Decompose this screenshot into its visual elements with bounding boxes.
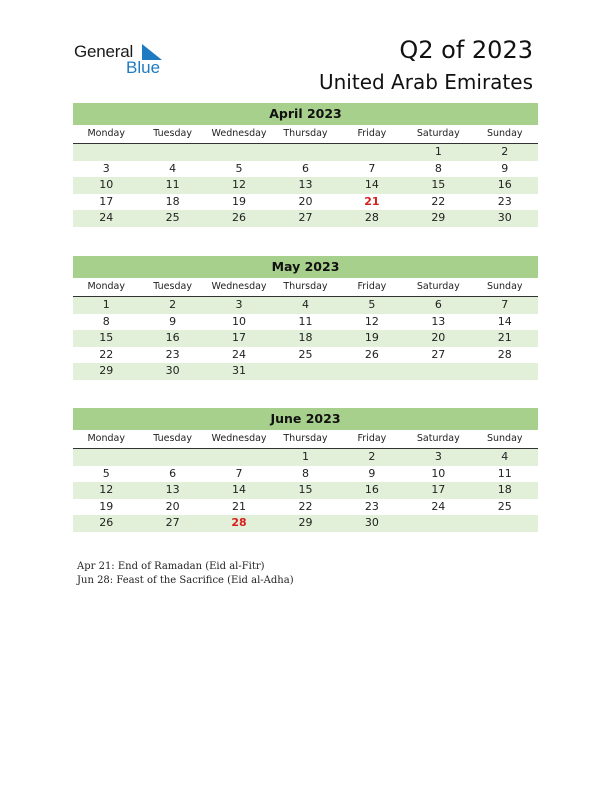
day-cell: 19 <box>232 194 247 208</box>
day-cell: 14 <box>364 178 379 192</box>
day-cell <box>405 515 471 532</box>
day-cell <box>472 515 538 532</box>
day-cell: 23 <box>165 347 180 361</box>
day-cell: 10 <box>99 178 114 192</box>
weekday-label: Friday <box>357 128 387 139</box>
weekday-label: Sunday <box>486 128 523 139</box>
day-cell: 13 <box>431 314 446 328</box>
week-row <box>73 499 538 516</box>
week-row <box>73 210 538 227</box>
day-cell <box>206 449 272 466</box>
month-calendar <box>73 256 538 380</box>
day-cell <box>139 449 205 466</box>
day-cell: 17 <box>99 194 114 208</box>
day-cell: 5 <box>235 161 243 175</box>
day-cell: 25 <box>298 347 313 361</box>
day-cell: 25 <box>165 211 180 225</box>
week-row <box>73 177 538 194</box>
day-cell: 11 <box>298 314 313 328</box>
weekday-label: Monday <box>87 128 125 139</box>
day-cell: 1 <box>434 145 442 158</box>
day-cell: 16 <box>165 331 180 345</box>
day-cell: 20 <box>298 194 313 208</box>
day-cell: 28 <box>364 211 379 225</box>
day-cell: 9 <box>501 161 509 175</box>
day-cell: 12 <box>232 178 247 192</box>
weekday-header-row <box>73 278 538 297</box>
day-cell: 22 <box>431 194 446 208</box>
day-cell: 16 <box>497 178 512 192</box>
day-cell: 1 <box>301 450 309 463</box>
day-cell: 20 <box>165 499 180 513</box>
day-cell: 4 <box>169 161 177 175</box>
day-cell: 6 <box>169 466 177 480</box>
day-cell <box>73 449 139 466</box>
day-cell: 11 <box>165 178 180 192</box>
weekday-label: Thursday <box>283 433 328 444</box>
weekday-label: Tuesday <box>153 281 192 292</box>
day-cell: 29 <box>298 516 313 530</box>
day-cell <box>73 144 139 161</box>
day-cell: 10 <box>232 314 247 328</box>
day-cell <box>472 363 538 380</box>
weekday-label: Tuesday <box>153 128 192 139</box>
day-cell <box>339 144 405 161</box>
weekday-label: Wednesday <box>211 128 267 139</box>
day-cell: 15 <box>298 483 313 497</box>
day-cell: 30 <box>364 516 379 530</box>
day-cell: 13 <box>298 178 313 192</box>
week-row <box>73 482 538 499</box>
day-cell: 23 <box>364 499 379 513</box>
weekday-label: Saturday <box>416 433 460 444</box>
day-cell: 12 <box>364 314 379 328</box>
day-cell <box>206 144 272 161</box>
day-cell: 4 <box>301 298 309 311</box>
day-cell: 23 <box>497 194 512 208</box>
day-cell: 28 <box>497 347 512 361</box>
day-cell: 31 <box>232 364 247 378</box>
month-calendar <box>73 408 538 532</box>
weekday-label: Monday <box>87 433 125 444</box>
day-cell: 22 <box>298 499 313 513</box>
weekday-label: Saturday <box>416 281 460 292</box>
day-cell: 25 <box>497 499 512 513</box>
day-cell: 7 <box>501 298 509 311</box>
day-cell: 29 <box>99 364 114 378</box>
day-cell: 10 <box>431 466 446 480</box>
day-cell: 22 <box>99 347 114 361</box>
page-title: Q2 of 2023 <box>399 36 533 64</box>
week-row <box>73 449 538 466</box>
week-row <box>73 347 538 364</box>
day-cell: 5 <box>102 466 110 480</box>
day-cell: 7 <box>235 466 243 480</box>
day-cell: 20 <box>431 331 446 345</box>
day-cell: 18 <box>298 331 313 345</box>
logo <box>74 42 174 78</box>
day-cell: 26 <box>99 516 114 530</box>
week-row <box>73 144 538 161</box>
day-cell: 13 <box>165 483 180 497</box>
day-cell: 24 <box>431 499 446 513</box>
weekday-label: Wednesday <box>211 433 267 444</box>
day-cell: 30 <box>497 211 512 225</box>
day-cell: 19 <box>99 499 114 513</box>
day-cell: 3 <box>235 298 243 311</box>
month-title: June 2023 <box>73 408 538 430</box>
weekday-label: Wednesday <box>211 281 267 292</box>
day-cell: 17 <box>431 483 446 497</box>
weekday-label: Sunday <box>486 433 523 444</box>
day-cell: 30 <box>165 364 180 378</box>
day-cell: 12 <box>99 483 114 497</box>
day-cell: 18 <box>165 194 180 208</box>
day-cell: 5 <box>368 298 376 311</box>
day-cell: 15 <box>99 331 114 345</box>
week-row <box>73 363 538 380</box>
day-cell: 9 <box>169 314 177 328</box>
day-cell <box>139 144 205 161</box>
day-cell: 3 <box>434 450 442 463</box>
day-cell: 7 <box>368 161 376 175</box>
weekday-label: Thursday <box>283 281 328 292</box>
day-cell: 14 <box>232 483 247 497</box>
day-cell: 27 <box>431 347 446 361</box>
day-cell: 1 <box>102 298 110 311</box>
week-row <box>73 515 538 532</box>
day-cell: 15 <box>431 178 446 192</box>
holiday-day-cell: 21 <box>364 194 380 208</box>
day-cell: 17 <box>232 331 247 345</box>
day-cell: 6 <box>434 298 442 311</box>
weekday-label: Friday <box>357 433 387 444</box>
day-cell: 8 <box>102 314 110 328</box>
weekday-label: Saturday <box>416 128 460 139</box>
month-calendar <box>73 103 538 227</box>
day-cell: 27 <box>298 211 313 225</box>
day-cell: 21 <box>497 331 512 345</box>
country-name: United Arab Emirates <box>318 70 533 94</box>
logo-text-blue: Blue <box>126 58 161 77</box>
day-cell: 24 <box>232 347 247 361</box>
holiday-day-cell: 28 <box>231 516 247 530</box>
weekday-header-row <box>73 125 538 144</box>
day-cell: 21 <box>232 499 247 513</box>
day-cell: 2 <box>368 450 376 463</box>
day-cell: 3 <box>102 161 110 175</box>
day-cell: 8 <box>301 466 309 480</box>
day-cell: 8 <box>434 161 442 175</box>
day-cell: 2 <box>501 145 509 158</box>
month-title: April 2023 <box>73 103 538 125</box>
day-cell <box>272 363 338 380</box>
day-cell <box>339 363 405 380</box>
logo-text-general: General <box>74 42 134 61</box>
day-cell: 9 <box>368 466 376 480</box>
holiday-note: Jun 28: Feast of the Sacrifice (Eid al-Adha) <box>77 574 294 586</box>
weekday-label: Thursday <box>283 128 328 139</box>
day-cell: 2 <box>169 298 177 311</box>
weekday-label: Friday <box>357 281 387 292</box>
day-cell: 18 <box>497 483 512 497</box>
day-cell: 11 <box>497 466 512 480</box>
day-cell: 24 <box>99 211 114 225</box>
week-row <box>73 161 538 178</box>
week-row <box>73 314 538 331</box>
weekday-label: Monday <box>87 281 125 292</box>
week-row <box>73 330 538 347</box>
month-title: May 2023 <box>73 256 538 278</box>
day-cell: 16 <box>364 483 379 497</box>
day-cell: 29 <box>431 211 446 225</box>
week-row <box>73 466 538 483</box>
weekday-label: Sunday <box>486 281 523 292</box>
holiday-notes <box>77 560 294 587</box>
day-cell <box>405 363 471 380</box>
weekday-label: Tuesday <box>153 433 192 444</box>
week-row <box>73 297 538 314</box>
weekday-header-row <box>73 430 538 449</box>
holiday-note: Apr 21: End of Ramadan (Eid al-Fitr) <box>77 561 265 572</box>
day-cell: 26 <box>364 347 379 361</box>
day-cell: 26 <box>232 211 247 225</box>
day-cell: 27 <box>165 516 180 530</box>
day-cell: 19 <box>364 331 379 345</box>
week-row <box>73 194 538 211</box>
day-cell: 4 <box>501 450 509 463</box>
day-cell: 6 <box>301 161 309 175</box>
day-cell: 14 <box>497 314 512 328</box>
day-cell <box>272 144 338 161</box>
